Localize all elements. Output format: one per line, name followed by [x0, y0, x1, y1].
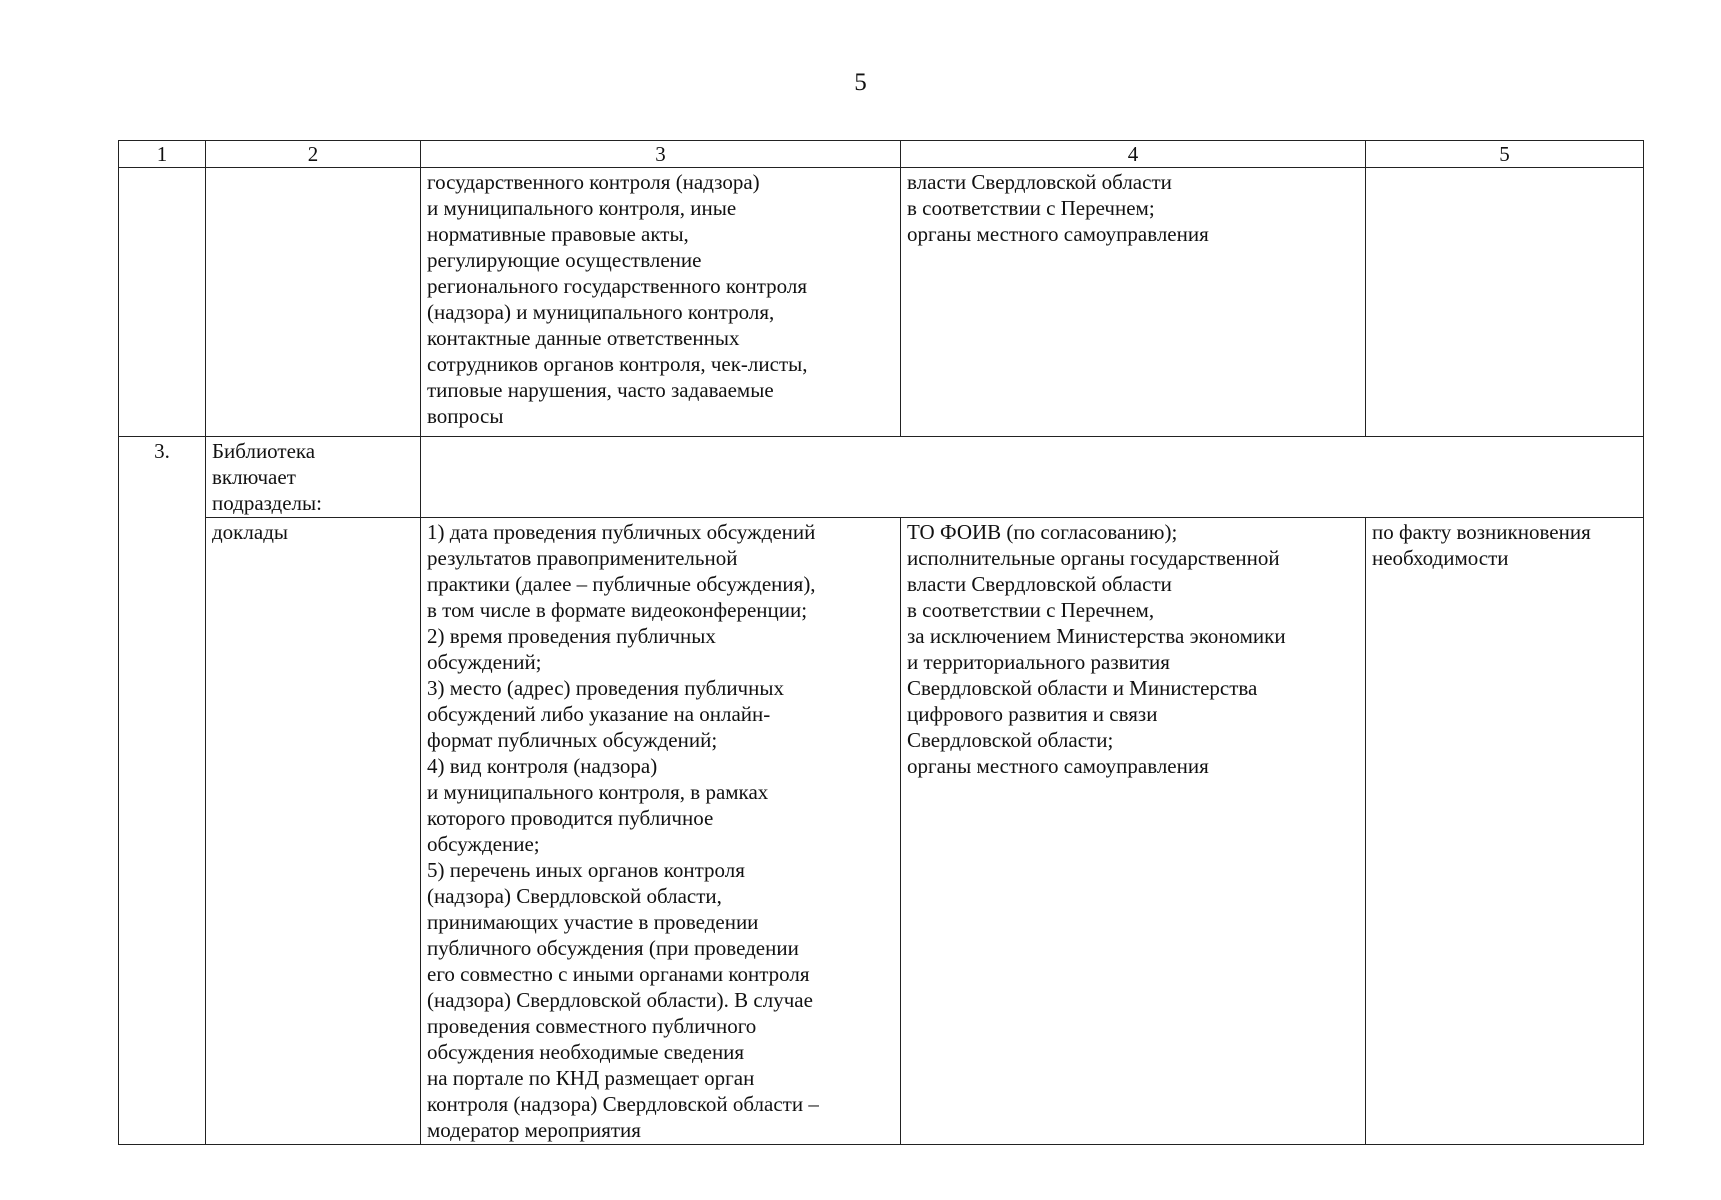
reports-responsible-bodies: ТО ФОИВ (по согласованию); исполнительные органы государственной власти Свердловской области в соответствии с Перечнем, за исключением Министерства экономики и территориального развития Свердловской области и Министерства цифрового развития и связи Свердловской области; органы местного самоуправления: [901, 518, 1366, 1145]
header-cell-3: 3: [421, 141, 901, 168]
cell-update-period: [1366, 168, 1644, 437]
cell-number: [119, 168, 206, 437]
library-empty-cell: [421, 437, 1644, 518]
reports-update-period: по факту возникновения необходимости: [1366, 518, 1644, 1145]
table-header-row: [119, 141, 1644, 168]
header-cell-2: 2: [206, 141, 421, 168]
cell-responsible-bodies: власти Свердловской области в соответствии с Перечнем; органы местного самоуправления: [901, 168, 1366, 437]
table-row-continuation: [119, 168, 1644, 437]
header-cell-4: 4: [901, 141, 1366, 168]
cell-section: [206, 168, 421, 437]
row-number: 3.: [119, 437, 206, 1145]
header-cell-1: 1: [119, 141, 206, 168]
table-row-library: [119, 437, 1644, 518]
library-title: Библиотека включает подразделы:: [206, 437, 421, 518]
page-number: 5: [854, 69, 867, 96]
reports-content: 1) дата проведения публичных обсуждений результатов правоприменительной практики (далее – публичные обсуждения), в том числе в формате видеоконференции; 2) время проведения публичных обсуждений; 3) место (адрес) проведения публичных обсуждений либо указание на онлайн- формат публичных обсуждений; 4) вид контроля (надзора) и муниципального контроля, в рамках которого проводится публичное обсуждение; 5) перечень иных органов контроля (надзора) Свердловской области, принимающих участие в проведении публичного обсуждения (при проведении его совместно с иными органами контроля (надзора) Свердловской области). В случае проведения совместного публичного обсуждения необходимые сведения на портале по КНД размещает орган контроля (надзора) Свердловской области – модератор мероприятия: [421, 518, 901, 1145]
subsection-title: доклады: [206, 518, 421, 1145]
requirements-table: [118, 140, 1644, 1145]
table-row-reports: [119, 518, 1644, 1145]
cell-content-description: государственного контроля (надзора) и муниципального контроля, иные нормативные правовые акты, регулирующие осуществление регионального государственного контроля (надзора) и муниципального контроля, контактные данные ответственных сотрудников органов контроля, чек-листы, типовые нарушения, часто задаваемые вопросы: [421, 168, 901, 437]
header-cell-5: 5: [1366, 141, 1644, 168]
